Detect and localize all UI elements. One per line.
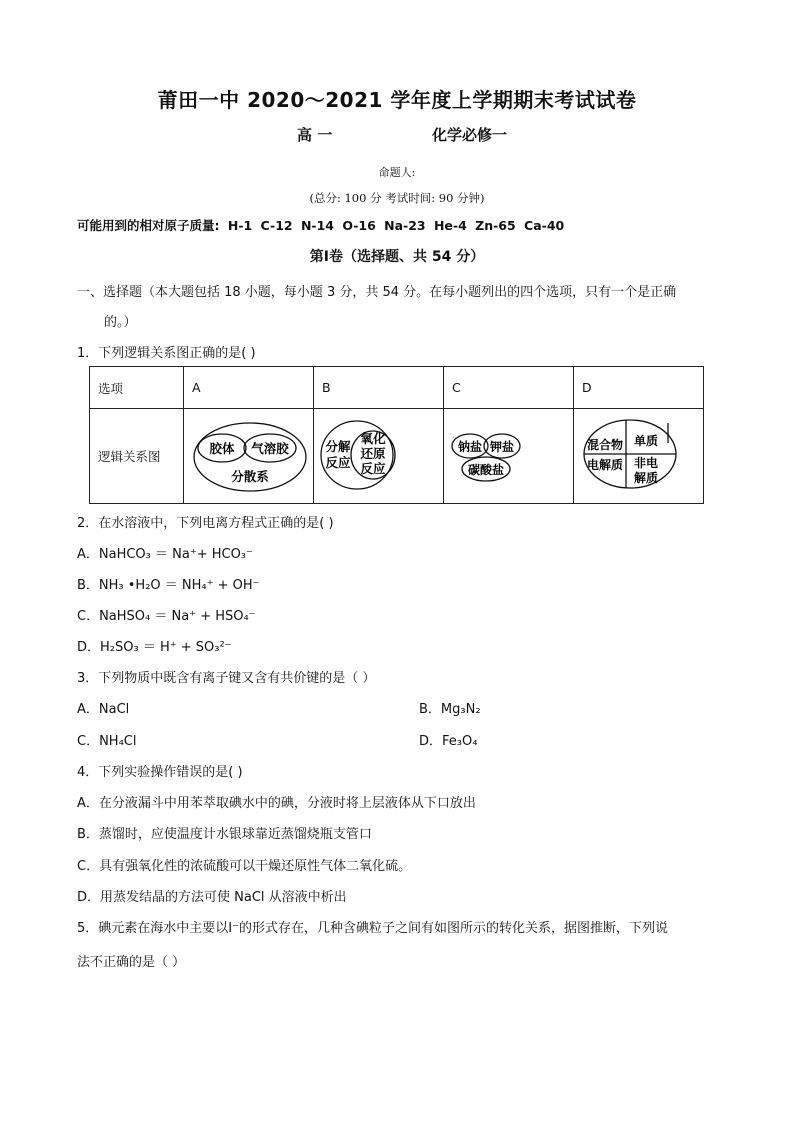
q4-option-b: B．蒸馏时，应使温度计水银球靠近蒸馏烧瓶支管口 <box>77 827 372 842</box>
diagram-b-left-1: 分解 <box>325 439 351 454</box>
diagram-a-inner2: 气溶胶 <box>251 441 289 456</box>
diagram-d-tl: 混合物 <box>586 438 624 452</box>
q3-stem: 3．下列物质中既含有离子键又含有共价键的是（ ） <box>77 671 376 686</box>
section-title: 第Ⅰ卷（选择题、共 54 分） <box>309 249 485 265</box>
diagram-d-br-2: 解质 <box>633 471 659 485</box>
q1-letter-c: C <box>444 367 574 409</box>
course-label: 化学必修一 <box>432 126 508 144</box>
diagram-b-right-1: 氧化 <box>360 431 386 446</box>
diagram-d-bl: 电解质 <box>586 458 624 472</box>
diagram-a-outer: 分散系 <box>231 469 269 484</box>
q1-table <box>89 366 704 504</box>
q2-option-b: B．NH₃ •H₂O ＝ NH₄⁺ + OH⁻ <box>77 578 260 593</box>
q4-stem: 4．下列实验操作错误的是( ) <box>77 765 243 780</box>
q3-option-b: B．Mg₃N₂ <box>419 702 481 717</box>
instructions-line1: 一、选择题（本大题包括 18 小题，每小题 3 分，共 54 分。在每小题列出的四个选项，只有一个是正确 <box>77 285 677 300</box>
q1-letter-b: B <box>314 367 444 409</box>
q2-option-a: A．NaHCO₃ ＝ Na⁺+ HCO₃⁻ <box>77 547 253 562</box>
grade-label: 高 一 <box>297 126 333 144</box>
diagram-d-tr: 单质 <box>633 434 659 448</box>
q1-diagram-b-cell <box>314 409 444 504</box>
q2-option-d: D．H₂SO₃ ＝ H⁺ + SO₃²⁻ <box>77 640 232 655</box>
q3-option-c: C．NH₄Cl <box>77 734 137 749</box>
q1-diagram-header: 逻辑关系图 <box>90 409 184 504</box>
diagram-b <box>314 409 444 500</box>
q1-diagram-d-cell <box>574 409 704 504</box>
q5-line1: 5．碘元素在海水中主要以I⁻的形式存在，几种含碘粒子之间有如图所示的转化关系，据图推断，下列说 <box>77 921 668 936</box>
q4-option-c: C．具有强氧化性的浓硫酸可以干燥还原性气体二氧化硫。 <box>77 859 412 874</box>
author-line: 命题人: <box>378 166 416 179</box>
q2-option-c: C．NaHSO₄ ＝ Na⁺ + HSO₄⁻ <box>77 609 256 624</box>
diagram-c-c2: 钾盐 <box>489 440 515 454</box>
q4-option-d: D．用蒸发结晶的方法可使 NaCl 从溶液中析出 <box>77 890 347 905</box>
q1-option-header: 选项 <box>90 367 184 409</box>
q1-diagram-a-cell <box>184 409 314 504</box>
diagram-a <box>184 409 314 500</box>
diagram-b-left-2: 反应 <box>325 455 351 470</box>
page-title: 莆田一中 2020～2021 学年度上学期期末考试试卷 <box>157 88 637 112</box>
diagram-a-inner1: 胶体 <box>209 441 235 456</box>
q1-letter-a: A <box>184 367 314 409</box>
diagram-d <box>574 409 704 500</box>
diagram-c <box>444 409 574 500</box>
q4-option-a: A．在分液漏斗中用苯萃取碘水中的碘，分液时将上层液体从下口放出 <box>77 796 476 811</box>
q1-diagram-c-cell <box>444 409 574 504</box>
q1-letter-d: D <box>574 367 704 409</box>
diagram-c-c1: 钠盐 <box>457 440 483 454</box>
q2-stem: 2．在水溶液中，下列电离方程式正确的是( ) <box>77 516 334 531</box>
q3-option-d: D．Fe₃O₄ <box>419 734 478 749</box>
diagram-b-right-3: 反应 <box>360 461 386 476</box>
diagram-b-right-2: 还原 <box>360 446 386 461</box>
q5-line2: 法不正确的是（ ） <box>77 955 186 970</box>
exam-meta: (总分: 100 分 考试时间: 90 分钟) <box>309 191 485 205</box>
diagram-d-br-1: 非电 <box>633 456 659 470</box>
diagram-c-c3: 碳酸盐 <box>467 463 505 477</box>
q3-option-a: A．NaCl <box>77 702 130 717</box>
atomic-masses: 可能用到的相对原子质量: H-1 C-12 N-14 O-16 Na-23 He-4 Zn-65 Ca-40 <box>77 218 565 233</box>
q1-stem: 1．下列逻辑关系图正确的是( ) <box>77 346 256 361</box>
instructions-line2: 的。） <box>104 315 137 330</box>
